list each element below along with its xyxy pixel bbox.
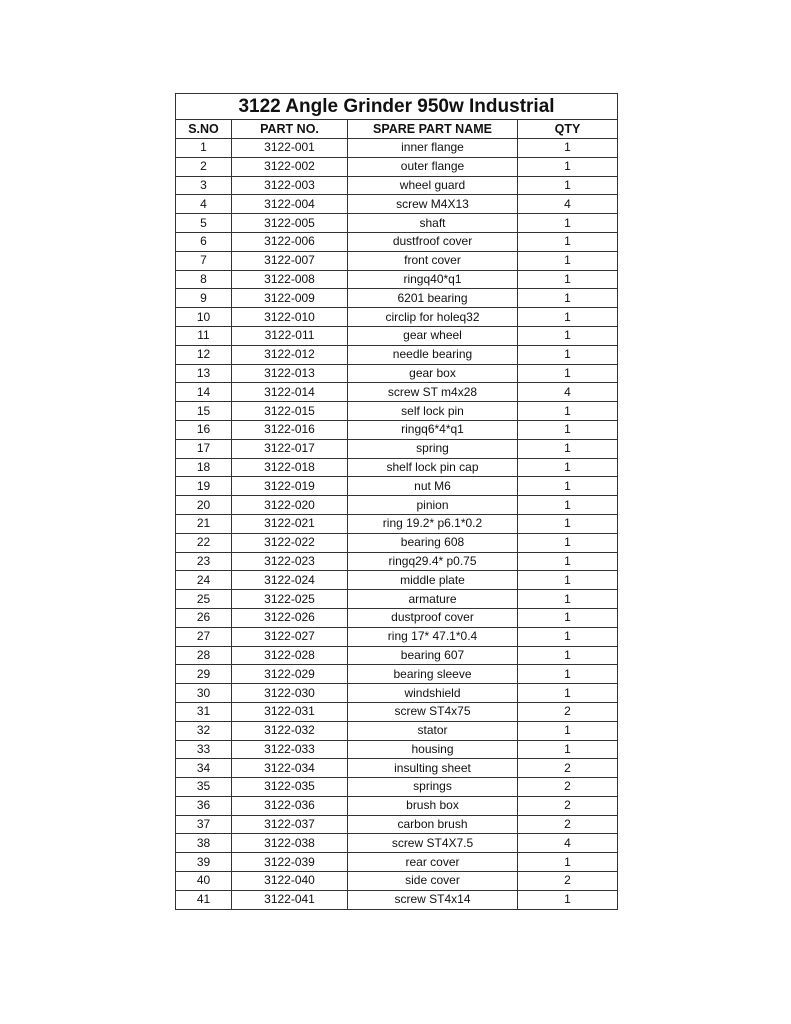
table-row	[176, 195, 618, 214]
table-row	[176, 740, 618, 759]
cell-spare-part-name: carbon brush	[348, 815, 518, 834]
cell-spare-part-name: middle plate	[348, 571, 518, 590]
cell-part-no: 3122-012	[232, 345, 348, 364]
cell-part-no: 3122-014	[232, 383, 348, 402]
table-row	[176, 439, 618, 458]
cell-sno: 32	[176, 721, 232, 740]
cell-qty: 1	[518, 251, 618, 270]
cell-spare-part-name: front cover	[348, 251, 518, 270]
cell-part-no: 3122-026	[232, 608, 348, 627]
cell-part-no: 3122-038	[232, 834, 348, 853]
cell-sno: 9	[176, 289, 232, 308]
table-row	[176, 590, 618, 609]
cell-spare-part-name: screw ST4x14	[348, 890, 518, 909]
cell-part-no: 3122-020	[232, 496, 348, 515]
table-row	[176, 533, 618, 552]
table-row	[176, 458, 618, 477]
cell-qty: 2	[518, 872, 618, 891]
cell-qty: 1	[518, 608, 618, 627]
cell-qty: 1	[518, 740, 618, 759]
cell-qty: 1	[518, 514, 618, 533]
table-row	[176, 270, 618, 289]
cell-spare-part-name: nut M6	[348, 477, 518, 496]
table-row	[176, 308, 618, 327]
cell-qty: 1	[518, 721, 618, 740]
cell-sno: 8	[176, 270, 232, 289]
cell-qty: 1	[518, 646, 618, 665]
cell-part-no: 3122-037	[232, 815, 348, 834]
cell-qty: 1	[518, 364, 618, 383]
table-row	[176, 514, 618, 533]
cell-sno: 6	[176, 232, 232, 251]
table-row	[176, 834, 618, 853]
cell-spare-part-name: screw ST m4x28	[348, 383, 518, 402]
table-row	[176, 176, 618, 195]
cell-sno: 37	[176, 815, 232, 834]
cell-qty: 1	[518, 552, 618, 571]
cell-qty: 4	[518, 834, 618, 853]
cell-part-no: 3122-040	[232, 872, 348, 891]
cell-qty: 2	[518, 702, 618, 721]
cell-part-no: 3122-013	[232, 364, 348, 383]
cell-sno: 3	[176, 176, 232, 195]
cell-part-no: 3122-006	[232, 232, 348, 251]
cell-spare-part-name: dustproof cover	[348, 608, 518, 627]
cell-sno: 12	[176, 345, 232, 364]
cell-part-no: 3122-032	[232, 721, 348, 740]
cell-sno: 10	[176, 308, 232, 327]
cell-spare-part-name: brush box	[348, 796, 518, 815]
table-row	[176, 232, 618, 251]
cell-part-no: 3122-041	[232, 890, 348, 909]
cell-spare-part-name: rear cover	[348, 853, 518, 872]
table-row	[176, 890, 618, 909]
cell-spare-part-name: side cover	[348, 872, 518, 891]
cell-part-no: 3122-003	[232, 176, 348, 195]
cell-qty: 1	[518, 458, 618, 477]
cell-sno: 25	[176, 590, 232, 609]
cell-qty: 1	[518, 627, 618, 646]
cell-sno: 14	[176, 383, 232, 402]
cell-sno: 7	[176, 251, 232, 270]
cell-part-no: 3122-008	[232, 270, 348, 289]
table-row	[176, 139, 618, 158]
cell-spare-part-name: shelf lock pin cap	[348, 458, 518, 477]
cell-sno: 30	[176, 684, 232, 703]
table-row	[176, 872, 618, 891]
cell-sno: 17	[176, 439, 232, 458]
column-header-spare-part-name: SPARE PART NAME	[348, 120, 518, 139]
cell-sno: 16	[176, 420, 232, 439]
cell-part-no: 3122-009	[232, 289, 348, 308]
cell-spare-part-name: bearing 608	[348, 533, 518, 552]
cell-sno: 22	[176, 533, 232, 552]
column-header-sno: S.NO	[176, 120, 232, 139]
cell-part-no: 3122-007	[232, 251, 348, 270]
cell-part-no: 3122-031	[232, 702, 348, 721]
table-body	[176, 139, 618, 910]
table-title: 3122 Angle Grinder 950w Industrial	[176, 94, 618, 120]
cell-sno: 20	[176, 496, 232, 515]
cell-spare-part-name: wheel guard	[348, 176, 518, 195]
table-row	[176, 289, 618, 308]
cell-sno: 11	[176, 326, 232, 345]
cell-part-no: 3122-025	[232, 590, 348, 609]
cell-sno: 35	[176, 778, 232, 797]
cell-sno: 15	[176, 402, 232, 421]
cell-sno: 38	[176, 834, 232, 853]
cell-spare-part-name: bearing 607	[348, 646, 518, 665]
cell-sno: 28	[176, 646, 232, 665]
cell-qty: 1	[518, 665, 618, 684]
cell-qty: 1	[518, 853, 618, 872]
cell-spare-part-name: stator	[348, 721, 518, 740]
cell-part-no: 3122-039	[232, 853, 348, 872]
cell-sno: 36	[176, 796, 232, 815]
cell-part-no: 3122-027	[232, 627, 348, 646]
table-row	[176, 665, 618, 684]
cell-qty: 1	[518, 308, 618, 327]
cell-qty: 2	[518, 778, 618, 797]
cell-part-no: 3122-019	[232, 477, 348, 496]
table-row	[176, 364, 618, 383]
cell-spare-part-name: springs	[348, 778, 518, 797]
cell-spare-part-name: shaft	[348, 214, 518, 233]
cell-sno: 2	[176, 157, 232, 176]
cell-spare-part-name: bearing sleeve	[348, 665, 518, 684]
cell-part-no: 3122-017	[232, 439, 348, 458]
cell-qty: 1	[518, 402, 618, 421]
cell-qty: 1	[518, 420, 618, 439]
column-header-part-no: PART NO.	[232, 120, 348, 139]
cell-sno: 19	[176, 477, 232, 496]
cell-qty: 1	[518, 533, 618, 552]
table-row	[176, 796, 618, 815]
cell-sno: 40	[176, 872, 232, 891]
cell-part-no: 3122-018	[232, 458, 348, 477]
cell-spare-part-name: outer flange	[348, 157, 518, 176]
cell-qty: 1	[518, 439, 618, 458]
table-row	[176, 684, 618, 703]
table-row	[176, 157, 618, 176]
cell-qty: 1	[518, 326, 618, 345]
cell-sno: 23	[176, 552, 232, 571]
cell-qty: 2	[518, 796, 618, 815]
cell-qty: 1	[518, 232, 618, 251]
cell-qty: 1	[518, 345, 618, 364]
cell-spare-part-name: screw ST4x75	[348, 702, 518, 721]
cell-sno: 1	[176, 139, 232, 158]
table-row	[176, 646, 618, 665]
cell-spare-part-name: housing	[348, 740, 518, 759]
table-row	[176, 815, 618, 834]
table-row	[176, 383, 618, 402]
cell-part-no: 3122-033	[232, 740, 348, 759]
cell-sno: 41	[176, 890, 232, 909]
cell-spare-part-name: gear wheel	[348, 326, 518, 345]
cell-part-no: 3122-004	[232, 195, 348, 214]
cell-sno: 29	[176, 665, 232, 684]
cell-part-no: 3122-036	[232, 796, 348, 815]
cell-sno: 33	[176, 740, 232, 759]
cell-part-no: 3122-022	[232, 533, 348, 552]
cell-qty: 1	[518, 590, 618, 609]
cell-qty: 1	[518, 157, 618, 176]
column-header-qty: QTY	[518, 120, 618, 139]
cell-sno: 27	[176, 627, 232, 646]
cell-part-no: 3122-015	[232, 402, 348, 421]
cell-part-no: 3122-001	[232, 139, 348, 158]
cell-sno: 31	[176, 702, 232, 721]
cell-sno: 5	[176, 214, 232, 233]
cell-spare-part-name: ring 17* 47.1*0.4	[348, 627, 518, 646]
cell-spare-part-name: insulting sheet	[348, 759, 518, 778]
table-row	[176, 214, 618, 233]
cell-spare-part-name: self lock pin	[348, 402, 518, 421]
cell-spare-part-name: needle bearing	[348, 345, 518, 364]
cell-sno: 4	[176, 195, 232, 214]
cell-part-no: 3122-028	[232, 646, 348, 665]
cell-part-no: 3122-030	[232, 684, 348, 703]
cell-part-no: 3122-005	[232, 214, 348, 233]
cell-spare-part-name: pinion	[348, 496, 518, 515]
table-row	[176, 778, 618, 797]
table-row	[176, 477, 618, 496]
cell-spare-part-name: circlip for holeq32	[348, 308, 518, 327]
table-row	[176, 721, 618, 740]
cell-qty: 1	[518, 571, 618, 590]
cell-sno: 34	[176, 759, 232, 778]
cell-part-no: 3122-011	[232, 326, 348, 345]
table-row	[176, 326, 618, 345]
table-row	[176, 251, 618, 270]
title-row	[176, 94, 618, 120]
cell-part-no: 3122-010	[232, 308, 348, 327]
cell-spare-part-name: ringq6*4*q1	[348, 420, 518, 439]
cell-qty: 1	[518, 496, 618, 515]
cell-spare-part-name: spring	[348, 439, 518, 458]
cell-qty: 2	[518, 815, 618, 834]
cell-qty: 1	[518, 270, 618, 289]
cell-part-no: 3122-002	[232, 157, 348, 176]
cell-sno: 18	[176, 458, 232, 477]
cell-qty: 2	[518, 759, 618, 778]
cell-spare-part-name: dustfroof cover	[348, 232, 518, 251]
cell-spare-part-name: gear box	[348, 364, 518, 383]
table-row	[176, 420, 618, 439]
cell-spare-part-name: inner flange	[348, 139, 518, 158]
table-row	[176, 345, 618, 364]
cell-part-no: 3122-034	[232, 759, 348, 778]
cell-part-no: 3122-016	[232, 420, 348, 439]
cell-qty: 1	[518, 890, 618, 909]
cell-part-no: 3122-024	[232, 571, 348, 590]
cell-spare-part-name: screw ST4X7.5	[348, 834, 518, 853]
table-row	[176, 702, 618, 721]
cell-qty: 4	[518, 383, 618, 402]
cell-sno: 13	[176, 364, 232, 383]
cell-spare-part-name: ringq29.4* p0.75	[348, 552, 518, 571]
spare-parts-table	[175, 93, 618, 910]
cell-sno: 39	[176, 853, 232, 872]
table-row	[176, 608, 618, 627]
cell-part-no: 3122-029	[232, 665, 348, 684]
cell-qty: 1	[518, 477, 618, 496]
table-row	[176, 402, 618, 421]
header-row	[176, 120, 618, 139]
cell-sno: 26	[176, 608, 232, 627]
cell-qty: 1	[518, 214, 618, 233]
cell-sno: 21	[176, 514, 232, 533]
cell-qty: 1	[518, 176, 618, 195]
cell-spare-part-name: windshield	[348, 684, 518, 703]
cell-part-no: 3122-023	[232, 552, 348, 571]
cell-part-no: 3122-035	[232, 778, 348, 797]
cell-qty: 1	[518, 139, 618, 158]
table-row	[176, 853, 618, 872]
cell-spare-part-name: screw M4X13	[348, 195, 518, 214]
cell-qty: 4	[518, 195, 618, 214]
cell-qty: 1	[518, 684, 618, 703]
table-row	[176, 571, 618, 590]
table-row	[176, 627, 618, 646]
cell-spare-part-name: armature	[348, 590, 518, 609]
cell-part-no: 3122-021	[232, 514, 348, 533]
table-row	[176, 552, 618, 571]
cell-qty: 1	[518, 289, 618, 308]
cell-spare-part-name: ring 19.2* p6.1*0.2	[348, 514, 518, 533]
table-row	[176, 759, 618, 778]
cell-spare-part-name: 6201 bearing	[348, 289, 518, 308]
table-row	[176, 496, 618, 515]
cell-spare-part-name: ringq40*q1	[348, 270, 518, 289]
cell-sno: 24	[176, 571, 232, 590]
